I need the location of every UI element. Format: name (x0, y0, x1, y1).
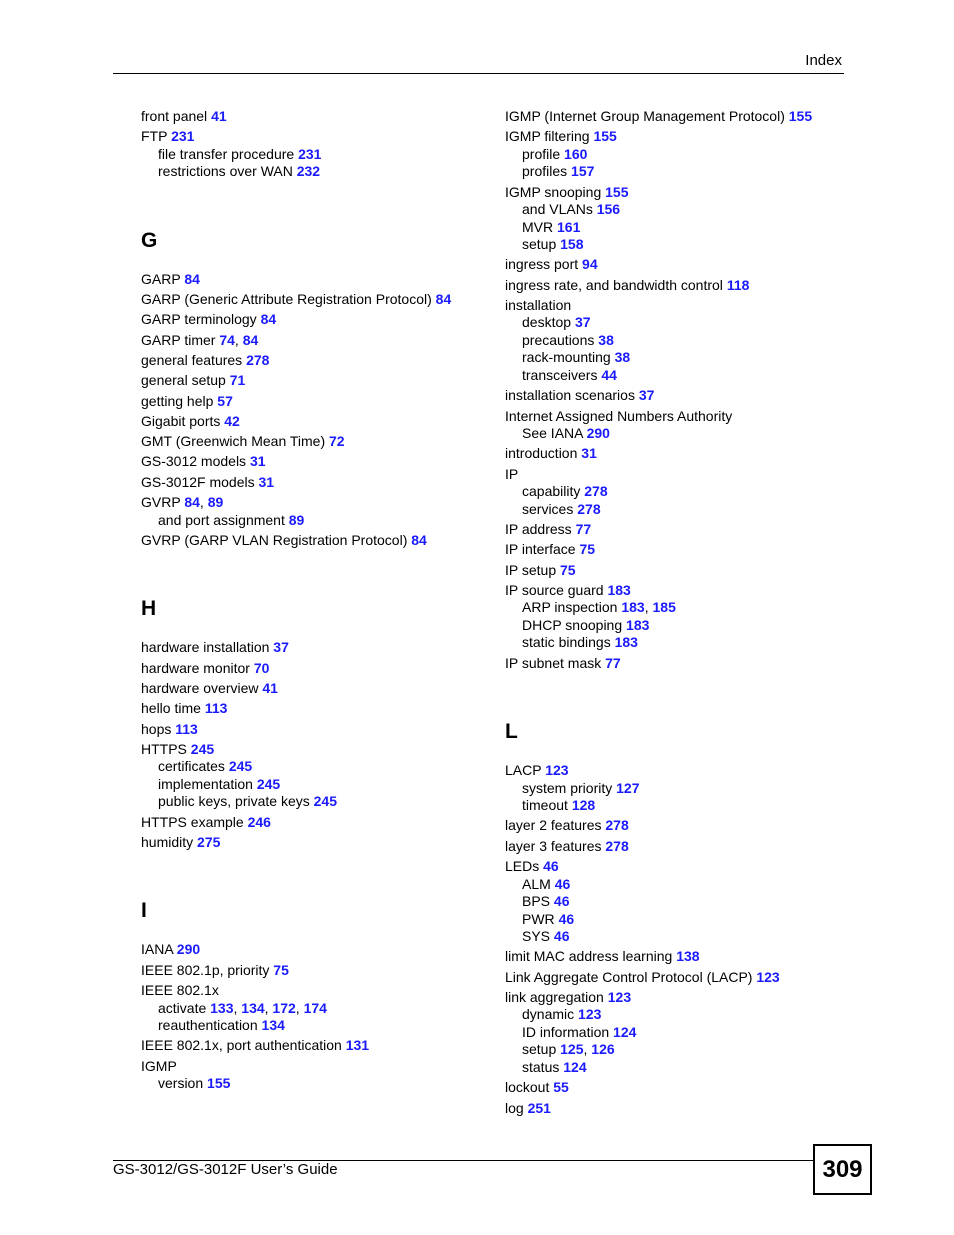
index-entry (505, 297, 845, 315)
index-entry (141, 680, 486, 698)
index-entry (505, 387, 845, 405)
index-subentry (505, 1006, 845, 1024)
index-entry (141, 352, 486, 370)
index-subentry (141, 758, 486, 776)
index-term: hello time (141, 700, 201, 717)
index-term: GARP (Generic Attribute Registration Protocol) (141, 291, 432, 308)
page-reference-link[interactable]: 278 (246, 351, 270, 368)
index-entry (141, 311, 486, 329)
index-entry (505, 838, 845, 856)
index-term: getting help (141, 392, 214, 409)
index-subentry (505, 219, 845, 237)
index-term: public keys, private keys (158, 793, 310, 810)
page-reference-link[interactable]: 134 (241, 999, 265, 1016)
page-reference-link[interactable]: 75 (579, 541, 596, 558)
index-entry (141, 1058, 486, 1076)
index-entry (141, 741, 486, 759)
index-term: IP source guard (505, 581, 604, 598)
page-reference-link[interactable]: 74 (219, 331, 235, 348)
index-entry (505, 582, 845, 600)
index-entry (141, 660, 486, 678)
page-reference-link[interactable]: 113 (175, 720, 198, 737)
index-subentry (141, 512, 486, 530)
page-reference-link[interactable]: 37 (574, 314, 591, 331)
page-reference-link[interactable]: 41 (262, 679, 278, 696)
page-reference-link[interactable]: 183 (614, 634, 638, 651)
index-subentry (505, 617, 845, 635)
index-term: link aggregation (505, 988, 604, 1005)
index-entry (505, 1079, 845, 1097)
page-reference-link[interactable]: 133 (210, 999, 234, 1016)
index-subentry (505, 425, 845, 443)
guide-title: GS-3012/GS-3012F User’s Guide (113, 1161, 338, 1178)
index-term: capability (522, 483, 581, 500)
page-reference-link[interactable]: 46 (554, 875, 571, 892)
index-entry (505, 1100, 845, 1118)
index-entry (141, 108, 486, 126)
index-term: hardware monitor (141, 659, 250, 676)
page-reference-link[interactable]: 46 (558, 910, 575, 927)
page-reference-link[interactable]: 84 (184, 270, 200, 287)
index-entry (141, 982, 486, 1000)
index-entry (505, 858, 845, 876)
page-reference-link[interactable]: 183 (607, 581, 631, 598)
page-reference-link[interactable]: 278 (584, 483, 608, 500)
index-entry (505, 184, 845, 202)
index-entry (505, 521, 845, 539)
page-reference-link[interactable]: 125 (560, 1041, 584, 1058)
index-subentry (505, 876, 845, 894)
index-entry (505, 466, 845, 484)
page-reference-link[interactable]: 38 (598, 331, 614, 348)
page-reference-link[interactable]: 84 (184, 494, 200, 511)
index-entry (505, 541, 845, 559)
page-reference-link[interactable]: 183 (626, 616, 650, 633)
index-term: ALM (522, 875, 551, 892)
page-reference-link[interactable]: 89 (288, 511, 305, 528)
page-reference-link[interactable]: 123 (607, 988, 632, 1005)
page-reference-link[interactable]: 185 (652, 599, 676, 616)
index-term: GS-3012F models (141, 473, 255, 490)
index-term: dynamic (522, 1006, 575, 1023)
page-reference-link[interactable]: 134 (261, 1017, 285, 1034)
index-subentry (505, 483, 845, 501)
index-term: IP setup (505, 561, 557, 578)
index-subentry (505, 163, 845, 181)
page-reference-link[interactable]: 70 (253, 659, 270, 676)
index-entry (505, 445, 845, 463)
index-entry (505, 817, 845, 835)
page-reference-link[interactable]: 160 (564, 145, 588, 162)
index-term: Gigabit ports (141, 412, 221, 429)
index-term: HTTPS example (141, 813, 244, 830)
page-reference-link[interactable]: 41 (211, 108, 227, 124)
index-subentry (505, 349, 845, 367)
index-term: LEDs (505, 858, 540, 875)
index-entry (141, 433, 486, 451)
page-reference-link[interactable]: 123 (578, 1006, 602, 1023)
index-term: and VLANs (522, 201, 593, 218)
index-term: hardware installation (141, 639, 270, 656)
page-reference-link[interactable]: 155 (207, 1075, 231, 1092)
index-term: SYS (522, 928, 551, 945)
index-term: IEEE 802.1p, priority (141, 961, 270, 978)
index-entry (505, 128, 845, 146)
page-reference-link[interactable]: 31 (258, 473, 275, 490)
page-reference-link[interactable]: 46 (553, 893, 570, 910)
index-term: transceivers (522, 366, 598, 383)
page-reference-link[interactable]: 77 (575, 520, 592, 537)
index-entry (141, 372, 486, 390)
page-reference-link[interactable]: 155 (788, 108, 813, 124)
index-term: BPS (522, 893, 551, 910)
index-entry (141, 834, 486, 852)
page-reference-link[interactable]: 75 (560, 561, 576, 578)
index-term: IGMP snooping (505, 183, 602, 200)
page-reference-link[interactable]: 155 (605, 183, 629, 200)
index-term: IEEE 802.1x, port authentication (141, 1037, 342, 1054)
index-entry (141, 1037, 486, 1055)
index-subentry (505, 236, 845, 254)
index-term: IGMP (Internet Group Management Protocol) (505, 108, 785, 124)
page-reference-link[interactable]: 38 (614, 349, 631, 366)
index-subentry: ARP inspection 183, 185 (522, 599, 676, 616)
page-reference-link[interactable]: 84 (260, 311, 277, 328)
index-term: GVRP (141, 494, 181, 511)
page-reference-link[interactable]: 31 (249, 453, 266, 470)
index-term: IP address (505, 520, 572, 537)
index-term: GS-3012 models (141, 453, 247, 470)
section-letter: H (141, 597, 157, 621)
page-reference-link[interactable]: 275 (197, 833, 221, 850)
index-term: IANA (141, 941, 173, 958)
index-subentry (141, 793, 486, 811)
index-term: Link Aggregate Control Protocol (LACP) (505, 968, 753, 985)
index-entry (141, 474, 486, 492)
index-term: profile (522, 145, 561, 162)
index-term: ID information (522, 1023, 610, 1040)
index-entry (141, 700, 486, 718)
page-reference-link[interactable]: 128 (571, 797, 596, 814)
page-reference-link[interactable]: 94 (582, 256, 598, 273)
page-reference-link[interactable]: 157 (571, 163, 595, 180)
index-term: ingress port (505, 256, 579, 273)
header-rule (113, 73, 844, 74)
index-term: GARP (141, 270, 181, 287)
index-entry (505, 655, 845, 673)
index-subentry (505, 911, 845, 929)
index-term: installation scenarios (505, 387, 635, 404)
index-entry (505, 408, 845, 426)
page-reference-link[interactable]: 156 (596, 201, 621, 218)
index-entry (141, 814, 486, 832)
index-entry (141, 271, 486, 289)
index-term: implementation (158, 775, 253, 792)
page-reference-link[interactable]: 124 (563, 1058, 587, 1075)
index-subentry (505, 367, 845, 385)
index-term: PWR (522, 910, 555, 927)
page-reference-link[interactable]: 138 (676, 948, 700, 965)
index-subentry (505, 201, 845, 219)
page-reference-link[interactable]: 278 (605, 837, 629, 854)
page-reference-link[interactable]: 71 (229, 372, 246, 389)
page-reference-link[interactable]: 245 (190, 740, 215, 757)
page-reference-link[interactable]: 89 (207, 494, 224, 511)
page-reference-link[interactable]: 174 (303, 999, 327, 1016)
index-entry (141, 962, 486, 980)
page-reference-link[interactable]: 113 (204, 700, 228, 717)
index-subentry (505, 797, 845, 815)
index-term: layer 3 features (505, 837, 602, 854)
index-entry: GVRP 84, 89 (141, 494, 224, 511)
index-term: restrictions over WAN (158, 163, 293, 180)
index-term: log (505, 1099, 524, 1116)
index-entry (505, 562, 845, 580)
index-subentry (505, 1024, 845, 1042)
page-reference-link[interactable]: 123 (756, 968, 780, 985)
page-number: 309 (813, 1144, 872, 1195)
index-term: file transfer procedure (158, 145, 295, 162)
index-entry (505, 108, 845, 126)
index-term: HTTPS (141, 740, 187, 757)
index-subentry (505, 1059, 845, 1077)
index-subentry (505, 146, 845, 164)
index-term: status (522, 1058, 560, 1075)
index-subentry: activate 133, 134, 172, 174 (158, 999, 327, 1016)
section-letter: G (141, 228, 158, 252)
page-reference-link[interactable]: 75 (273, 961, 289, 978)
index-entry (505, 969, 845, 987)
index-subentry (505, 634, 845, 652)
index-term: Internet Assigned Numbers Authority (505, 407, 733, 424)
index-entry (505, 277, 845, 295)
index-column-left (141, 108, 486, 1093)
index-subentry (141, 776, 486, 794)
page-reference-link[interactable]: 84 (411, 531, 427, 548)
index-entry (141, 128, 486, 146)
page-reference-link[interactable]: 245 (313, 793, 337, 810)
index-term: ARP inspection (522, 599, 618, 616)
index-term: hops (141, 720, 172, 737)
page-reference-link[interactable]: 155 (593, 128, 617, 145)
index-term: desktop (522, 314, 572, 331)
page-reference-link[interactable]: 278 (605, 817, 629, 834)
page-reference-link[interactable]: 231 (171, 128, 195, 145)
index-term: IP subnet mask (505, 654, 602, 671)
index-term: limit MAC address learning (505, 948, 673, 965)
page-reference-link[interactable]: 245 (228, 758, 253, 775)
page-reference-link[interactable]: 37 (638, 387, 655, 404)
index-entry (505, 256, 845, 274)
index-entry: GARP timer 74, 84 (141, 331, 259, 348)
page-reference-link[interactable]: 246 (247, 813, 271, 830)
index-term: reauthentication (158, 1017, 258, 1034)
index-entry (505, 948, 845, 966)
page-reference-link[interactable]: 37 (273, 639, 289, 656)
index-term: general features (141, 351, 243, 368)
index-term: LACP (505, 762, 542, 779)
page-reference-link[interactable]: 172 (272, 999, 296, 1016)
page-reference-link[interactable]: 158 (560, 236, 584, 253)
index-term: layer 2 features (505, 817, 602, 834)
page-reference-link[interactable]: 290 (176, 941, 201, 958)
page-reference-link[interactable]: 42 (224, 412, 240, 429)
index-term: setup (522, 236, 557, 253)
page-reference-link[interactable]: 232 (296, 163, 321, 180)
page-reference-link[interactable]: 127 (616, 779, 640, 796)
index-term: IGMP (141, 1057, 177, 1074)
index-term: setup (522, 1041, 557, 1058)
index-term: version (158, 1075, 204, 1092)
index-entry (141, 941, 486, 959)
index-term: timeout (522, 797, 568, 814)
index-term: general setup (141, 372, 226, 389)
page-reference-link[interactable]: 290 (586, 425, 610, 442)
index-term: profiles (522, 163, 568, 180)
index-subentry (505, 780, 845, 798)
page-reference-link[interactable]: 84 (242, 331, 259, 348)
index-entry (505, 989, 845, 1007)
index-subentry: setup 125, 126 (522, 1041, 615, 1058)
index-term: IP interface (505, 541, 576, 558)
index-term: and port assignment (158, 511, 285, 528)
page-reference-link[interactable]: 72 (329, 433, 345, 450)
page-reference-link[interactable]: 123 (545, 762, 569, 779)
index-entry (505, 762, 845, 780)
index-term: front panel (141, 108, 208, 124)
index-subentry (141, 146, 486, 164)
page-reference-link[interactable]: 231 (298, 145, 322, 162)
page-reference-link[interactable]: 183 (621, 599, 645, 616)
index-term: GMT (Greenwich Mean Time) (141, 433, 326, 450)
page-reference-link[interactable]: 161 (557, 218, 581, 235)
index-term: introduction (505, 445, 578, 462)
index-term: precautions (522, 331, 595, 348)
index-subentry (505, 893, 845, 911)
section-letter: I (141, 899, 147, 923)
index-term: rack-mounting (522, 349, 611, 366)
index-term: lockout (505, 1079, 550, 1096)
page-reference-link[interactable]: 124 (613, 1023, 637, 1040)
index-entry (141, 291, 486, 309)
index-entry (141, 413, 486, 431)
page-reference-link[interactable]: 118 (726, 276, 750, 293)
index-column-right (505, 108, 845, 1117)
index-term: activate (158, 999, 207, 1016)
index-subentry (505, 501, 845, 519)
index-entry (141, 532, 486, 550)
index-term: certificates (158, 758, 225, 775)
page-reference-link[interactable]: 46 (553, 928, 570, 945)
section-letter: L (505, 720, 518, 744)
index-term: GARP terminology (141, 311, 257, 328)
index-subentry (505, 314, 845, 332)
index-term: humidity (141, 833, 194, 850)
index-term: services (522, 500, 574, 517)
index-term: installation (505, 296, 572, 313)
page-reference-link[interactable]: 278 (577, 500, 601, 517)
index-entry (141, 721, 486, 739)
index-term: MVR (522, 218, 554, 235)
index-term: ingress rate, and bandwidth control (505, 276, 723, 293)
page-reference-link[interactable]: 77 (605, 654, 621, 671)
page-reference-link[interactable]: 245 (256, 775, 281, 792)
index-term: DHCP snooping (522, 616, 623, 633)
index-subentry (141, 163, 486, 181)
page-reference-link[interactable]: 55 (553, 1079, 569, 1096)
index-term: hardware overview (141, 679, 259, 696)
page-reference-link[interactable]: 131 (345, 1037, 370, 1054)
page-reference-link[interactable]: 31 (581, 445, 597, 462)
page-reference-link[interactable]: 251 (527, 1099, 551, 1116)
index-subentry (141, 1017, 486, 1035)
page-reference-link[interactable]: 57 (217, 392, 233, 409)
index-entry (141, 393, 486, 411)
page-reference-link[interactable]: 46 (543, 858, 559, 875)
page-reference-link[interactable]: 84 (435, 291, 452, 308)
index-subentry (141, 1075, 486, 1093)
index-term: static bindings (522, 634, 611, 651)
index-term: GARP timer (141, 331, 216, 348)
index-term: system priority (522, 779, 613, 796)
index-term: IEEE 802.1x (141, 982, 219, 999)
header-title: Index (805, 52, 842, 69)
index-entry (141, 639, 486, 657)
index-subentry (505, 928, 845, 946)
index-term: IGMP filtering (505, 128, 590, 145)
index-term: IP (505, 465, 519, 482)
index-subentry (505, 332, 845, 350)
index-term: FTP (141, 128, 168, 145)
index-entry (141, 453, 486, 471)
index-term: See IANA (522, 425, 583, 442)
page-reference-link[interactable]: 44 (601, 366, 617, 383)
index-term: GVRP (GARP VLAN Registration Protocol) (141, 531, 408, 548)
page-reference-link[interactable]: 126 (591, 1041, 615, 1058)
